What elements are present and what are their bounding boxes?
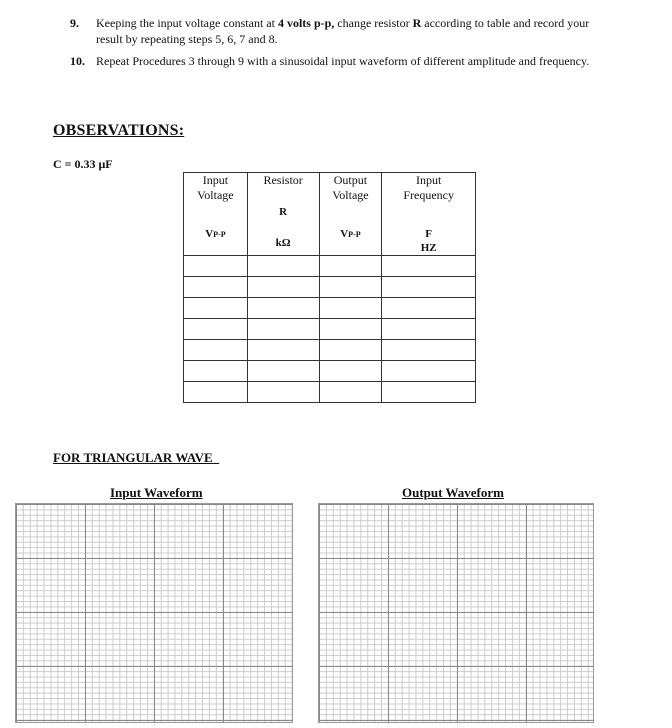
section-title: FOR TRIANGULAR WAVE — [53, 450, 213, 465]
table-cell[interactable] — [247, 382, 319, 403]
table-cell[interactable] — [382, 256, 476, 277]
output-waveform-title: Output Waveform — [402, 485, 504, 500]
table-row — [184, 382, 476, 403]
table-cell[interactable] — [247, 277, 319, 298]
table-cell[interactable] — [247, 319, 319, 340]
table-row — [184, 319, 476, 340]
table-cell[interactable] — [184, 298, 248, 319]
table-cell[interactable] — [247, 298, 319, 319]
table-cell[interactable] — [382, 382, 476, 403]
table-cell[interactable] — [319, 340, 382, 361]
table-cell[interactable] — [382, 340, 476, 361]
table-row — [184, 340, 476, 361]
table-cell[interactable] — [319, 319, 382, 340]
step-number: 9. — [70, 16, 79, 30]
step-text: Keeping the input voltage constant at 4 volts p-p, change resistor R according to table and record your result by repeating steps 5, 6, 7 and 8. — [96, 16, 590, 46]
table-cell[interactable] — [319, 361, 382, 382]
table-cell[interactable] — [184, 340, 248, 361]
table-cell[interactable] — [382, 319, 476, 340]
table-row — [184, 361, 476, 382]
table-cell[interactable] — [319, 298, 382, 319]
table-cell[interactable] — [319, 382, 382, 403]
table-cell[interactable] — [382, 298, 476, 319]
header-input-voltage: Input Voltage VP-P — [184, 173, 248, 256]
table-cell[interactable] — [184, 277, 248, 298]
table-cell[interactable] — [382, 277, 476, 298]
header-resistor: Resistor R kΩ — [247, 173, 319, 256]
capacitance-label: C = 0.33 μF — [53, 157, 113, 171]
table-cell[interactable] — [184, 361, 248, 382]
table-row — [184, 298, 476, 319]
header-output-voltage: Output Voltage VP-P — [319, 173, 382, 256]
table-cell[interactable] — [382, 361, 476, 382]
table-row — [184, 277, 476, 298]
table-cell[interactable] — [247, 361, 319, 382]
step-text: Repeat Procedures 3 through 9 with a sinusoidal input waveform of different amplitude and frequency. — [96, 54, 590, 68]
table-cell[interactable] — [247, 340, 319, 361]
procedure-step-9 — [70, 15, 630, 49]
procedure-step-10 — [70, 53, 630, 87]
table-cell[interactable] — [184, 256, 248, 277]
table-cell[interactable] — [247, 256, 319, 277]
observations-title: OBSERVATIONS: — [53, 122, 185, 139]
table-cell[interactable] — [184, 319, 248, 340]
table-cell[interactable] — [319, 277, 382, 298]
input-waveform-graph-grid[interactable] — [15, 503, 293, 723]
header-input-frequency: Input Frequency F HZ — [382, 173, 476, 256]
observation-table — [183, 172, 476, 403]
output-waveform-graph-grid[interactable] — [318, 503, 594, 723]
table-cell[interactable] — [319, 256, 382, 277]
table-cell[interactable] — [184, 382, 248, 403]
table-row — [184, 256, 476, 277]
input-waveform-title: Input Waveform — [110, 485, 203, 500]
step-number: 10. — [70, 54, 85, 68]
table-header-row — [184, 173, 476, 256]
